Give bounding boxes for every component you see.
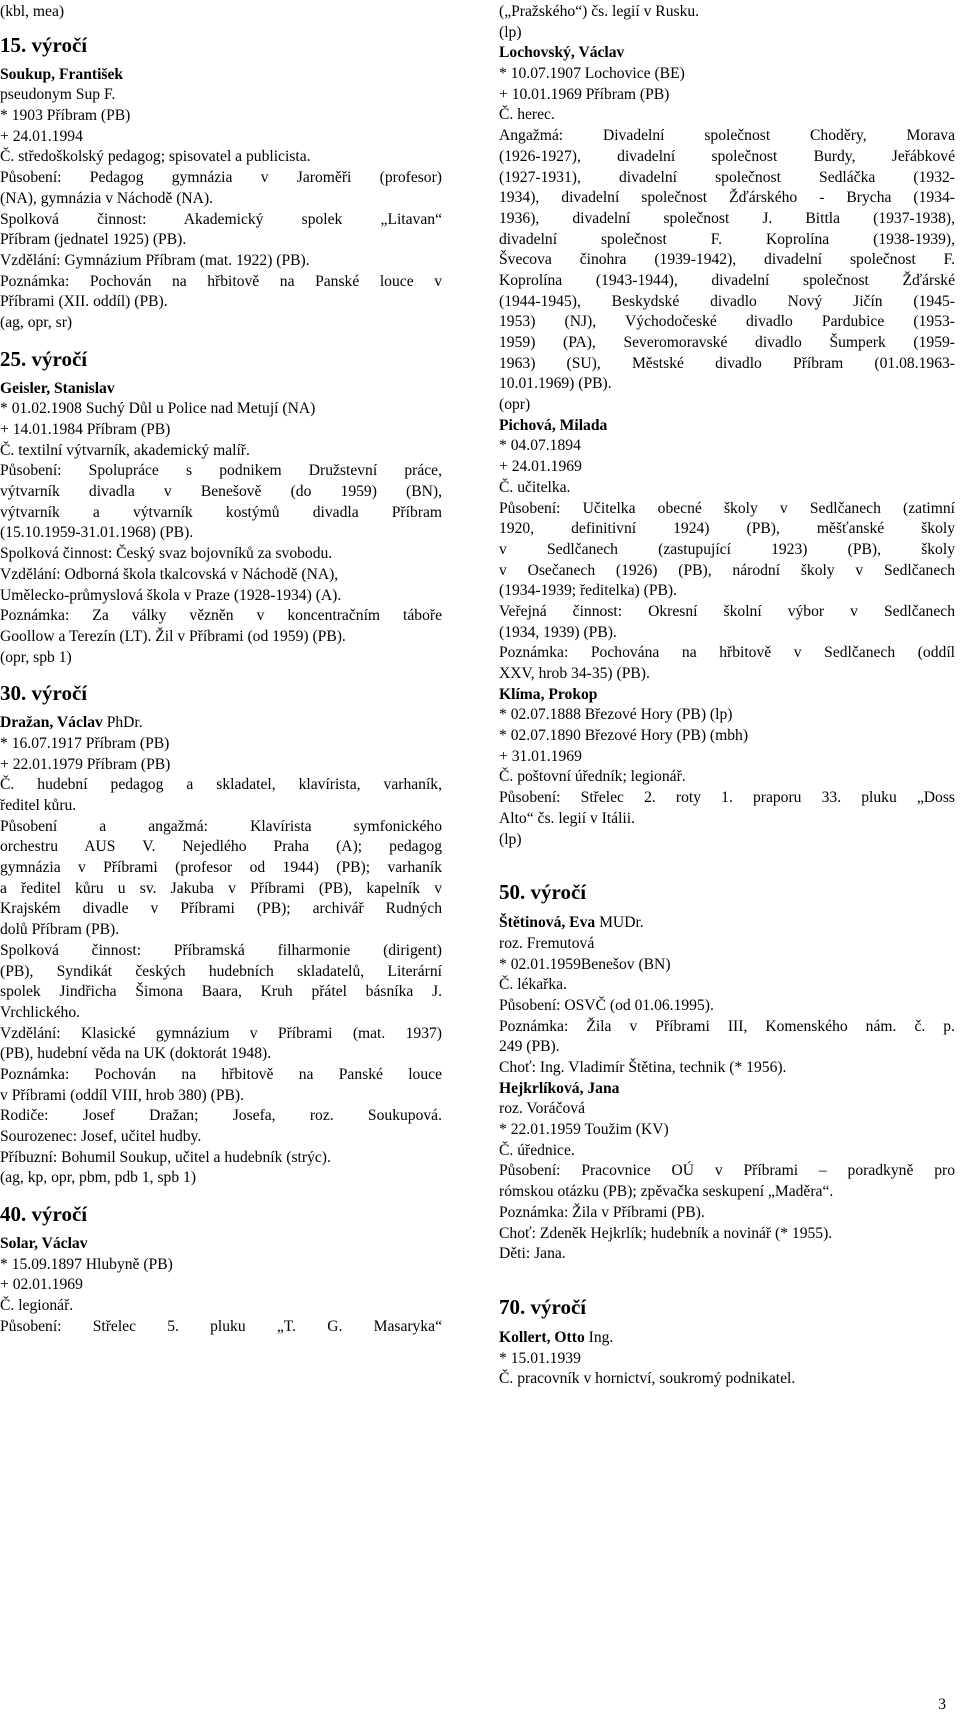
text-line: Poznámka: Žila v Příbrami (PB). <box>499 1203 705 1221</box>
text-line: v Sedlčanech (zastupující 1923) (PB), školy <box>499 540 955 558</box>
text-line: 1963) (SU), Městské divadlo Příbram (01.08.1963- <box>499 354 955 372</box>
text-line: gymnázia v Příbrami (profesor od 1944) (PB); varhaník <box>0 859 442 877</box>
text-line: * 02.07.1888 Březové Hory (PB) (lp) <box>499 706 733 724</box>
text-line: Působení: OSVČ (od 01.06.1995). <box>499 996 714 1014</box>
text-line: Krajském divadle v Příbrami (PB); archivář Rudných <box>0 900 442 918</box>
person-name: Geisler, Stanislav <box>0 379 115 397</box>
text-line: 1920, definitivní 1924) (PB), měšťanské školy <box>499 520 955 538</box>
person-name: Soukup, František <box>0 65 124 83</box>
text-line: (opr, spb 1) <box>0 648 72 666</box>
person-title: PhDr. <box>102 714 143 732</box>
text-line: Působení a angažmá: Klavírista symfonického <box>0 817 442 835</box>
text-line: * 02.01.1959Benešov (BN) <box>499 955 671 973</box>
text-line: Umělecko-průmyslová škola v Praze (1928-1934) (A). <box>0 586 342 604</box>
text-line: Goollow a Terezín (LT). Žil v Příbrami (od 1959) (PB). <box>0 627 346 645</box>
text-line: divadelní společnost F. Koprolína (1938-1939), <box>499 230 955 248</box>
text-line: (1927-1931), divadelní společnost Sedláčka (1932- <box>499 168 955 186</box>
text-line: Vzdělání: Klasické gymnázium v Příbrami (mat. 1937) <box>0 1024 442 1042</box>
text-line: Vzdělání: Gymnázium Příbram (mat. 1922) (PB). <box>0 251 310 269</box>
text-line: (lp) <box>499 830 522 848</box>
text-line: + 22.01.1979 Příbram (PB) <box>0 755 171 773</box>
text-line: (15.10.1959-31.01.1968) (PB). <box>0 524 194 542</box>
text-line: + 31.01.1969 <box>499 747 582 765</box>
text-line: * 15.01.1939 <box>499 1349 581 1367</box>
text-line: Č. pracovník v hornictví, soukromý podnikatel. <box>499 1370 796 1388</box>
anniversary-heading: 70. výročí <box>499 1294 587 1319</box>
text-line: Č. učitelka. <box>499 478 571 496</box>
text-line: Poznámka: Pochován na hřbitově na Panské louce v <box>0 272 442 290</box>
person-name: Klíma, Prokop <box>499 685 598 703</box>
person-name-main: Kollert, Otto <box>499 1328 585 1346</box>
right-column <box>499 2 955 1390</box>
anniversary-heading: 40. výročí <box>0 1202 88 1227</box>
text-line: Č. herec. <box>499 106 555 124</box>
text-line: Příbuzní: Bohumil Soukup, učitel a hudebník (strýc). <box>0 1148 331 1166</box>
text-line: Spolková činnost: Příbramská filharmonie (dirigent) <box>0 941 442 959</box>
text-line: ředitel kůru. <box>0 797 77 814</box>
text-line: 1934), divadelní společnost Žďárského - Brycha (1934- <box>499 189 955 207</box>
text-line: + 10.01.1969 Příbram (PB) <box>499 85 670 103</box>
text-line: + 14.01.1984 Příbram (PB) <box>0 421 171 438</box>
anniversary-heading: 15. výročí <box>0 32 88 57</box>
text-line: (lp) <box>499 23 522 41</box>
text-line: (1934-1939; ředitelka) (PB). <box>499 582 677 600</box>
person-name-main: Štětinová, Eva <box>499 914 596 932</box>
text-line: + 02.01.1969 <box>0 1276 83 1294</box>
text-line: Č. poštovní úředník; legionář. <box>499 768 686 786</box>
text-line: 249 (PB). <box>499 1038 560 1056</box>
anniversary-heading: 30. výročí <box>0 681 88 706</box>
text-line: Spolková činnost: Akademický spolek „Litavan“ <box>0 210 442 228</box>
text-line: rómskou otázku (PB); zpěvačka seskupení „Maděra“. <box>499 1183 834 1201</box>
text-line: Příbrami (XII. oddíl) (PB). <box>0 293 168 311</box>
text-line: (ag, kp, opr, pbm, pdb 1, spb 1) <box>0 1169 197 1187</box>
text-line: (ag, opr, sr) <box>0 313 73 331</box>
text-line: pseudonym Sup F. <box>0 86 116 104</box>
person-name-main: Dražan, Václav <box>0 714 103 732</box>
text-line: Č. legionář. <box>0 1297 74 1315</box>
person-title: Ing. <box>584 1328 614 1346</box>
text-line: Poznámka: Pochován na hřbitově na Panské louce <box>0 1065 442 1083</box>
text-line: Vzdělání: Odborná škola tkalcovská v Náchodě (NA), <box>0 565 339 583</box>
text-line: v Příbrami (oddíl VIII, hrob 380) (PB). <box>0 1086 244 1104</box>
text-line: XXV, hrob 34-35) (PB). <box>499 665 650 682</box>
text-line: Č. hudební pedagog a skladatel, klavírista, varhaník, <box>0 776 442 794</box>
person-name <box>499 1328 955 1349</box>
text-line: roz. Fremutová <box>499 934 595 952</box>
text-line: (opr) <box>499 396 531 414</box>
text-line: Choť: Ing. Vladimír Štětina, technik (* 1956). <box>499 1059 787 1076</box>
left-column <box>0 2 442 1338</box>
text-line: (1944-1945), Beskydské divadlo Nový Jičín (1945- <box>499 292 955 310</box>
text-line: spolek Jindřicha Šimona Baara, Kruh přátel básníka J. <box>0 983 442 1001</box>
text-line: a ředitel kůru u sv. Jakuba v Příbrami (PB), kapelník v <box>0 879 442 897</box>
anniversary-heading: 25. výročí <box>0 346 88 371</box>
person-name: Hejkrlíková, Jana <box>499 1079 620 1097</box>
person-name: Pichová, Milada <box>499 416 608 434</box>
text-line: Působení: Pracovnice OÚ v Příbrami – poradkyně pro <box>499 1162 955 1180</box>
text-line: (1926-1927), divadelní společnost Burdy, Jeřábkové <box>499 147 955 165</box>
text-line: Č. úřednice. <box>499 1141 575 1159</box>
text-line: Sourozenec: Josef, učitel hudby. <box>0 1128 202 1145</box>
text-line: * 16.07.1917 Příbram (PB) <box>0 734 170 752</box>
text-line: (NA), gymnázia v Náchodě (NA). <box>0 189 214 207</box>
page-number: 3 <box>938 1696 946 1714</box>
text-line: Č. lékařka. <box>499 976 567 994</box>
text-line: * 15.09.1897 Hlubyně (PB) <box>0 1255 173 1273</box>
text-line: Choť: Zdeněk Hejkrlík; hudebník a novinář (* 1955). <box>499 1224 833 1242</box>
text-line: Působení: Střelec 2. roty 1. praporu 33. pluku „Doss <box>499 789 955 807</box>
text-line: 1953) (NJ), Východočeské divadlo Pardubice (1953- <box>499 313 955 331</box>
text-line: v Osečanech (1926) (PB), národní školy v Sedlčanech <box>499 561 955 579</box>
text-line: * 1903 Příbram (PB) <box>0 107 131 125</box>
text-line: Působení: Učitelka obecné školy v Sedlčanech (zatimní <box>499 499 955 517</box>
text-line: Č. středoškolský pedagog; spisovatel a publicista. <box>0 148 311 166</box>
text-line: 10.01.1969) (PB). <box>499 375 612 393</box>
text-line: (1934, 1939) (PB). <box>499 623 617 641</box>
text-line: 1936), divadelní společnost J. Bittla (1937-1938), <box>499 209 955 227</box>
text-line: 1959) (PA), Severomoravské divadlo Šumperk (1959- <box>499 334 955 351</box>
text-line: Poznámka: Za války vězněn v koncentračním táboře <box>0 607 442 625</box>
text-line: Č. textilní výtvarník, akademický malíř. <box>0 441 250 459</box>
text-line: (PB), Syndikát českých hudebních skladatelů, Literární <box>0 962 442 980</box>
text-line: Poznámka: Pochována na hřbitově v Sedlčanech (oddíl <box>499 644 955 662</box>
text-line: Alto“ čs. legií v Itálii. <box>499 809 635 827</box>
text-line: Působení: Střelec 5. pluku „T. G. Masaryka“ <box>0 1317 442 1335</box>
text-line: roz. Voráčová <box>499 1100 586 1118</box>
text-line: * 02.07.1890 Březové Hory (PB) (mbh) <box>499 727 749 745</box>
text-line: Děti: Jana. <box>499 1245 566 1263</box>
anniversary-heading: 50. výročí <box>499 880 587 905</box>
text-line: Příbram (jednatel 1925) (PB). <box>0 231 187 249</box>
person-name <box>499 913 955 934</box>
text-line: (kbl, mea) <box>0 3 65 20</box>
text-line: orchestru AUS V. Nejedlého Praha (A); pedagog <box>0 838 442 856</box>
text-line: Rodiče: Josef Dražan; Josefa, roz. Soukupová. <box>0 1107 442 1125</box>
text-line: (PB), hudební věda na UK (doktorát 1948). <box>0 1045 272 1063</box>
text-line: Spolková činnost: Český svaz bojovníků za svobodu. <box>0 545 333 563</box>
text-line: Působení: Spolupráce s podnikem Družstevní práce, <box>0 462 442 480</box>
person-name: Solar, Václav <box>0 1235 88 1253</box>
text-line: * 22.01.1959 Toužim (KV) <box>499 1121 669 1139</box>
text-line: Angažmá: Divadelní společnost Choděry, Morava <box>499 127 955 145</box>
person-name: Lochovský, Václav <box>499 44 625 62</box>
person-title: MUDr. <box>595 914 644 932</box>
text-line: * 01.02.1908 Suchý Důl u Police nad Metují (NA) <box>0 400 316 418</box>
text-line: dolů Příbram (PB). <box>0 921 120 939</box>
person-name <box>0 713 442 734</box>
text-line: + 24.01.1994 <box>0 127 83 145</box>
text-line: * 10.07.1907 Lochovice (BE) <box>499 65 685 83</box>
text-line: Veřejná činnost: Okresní školní výbor v Sedlčanech <box>499 602 955 620</box>
text-line: Poznámka: Žila v Příbrami III, Komenského nám. č. p. <box>499 1017 955 1035</box>
text-line: Koprolína (1943-1944), divadelní společnost Žďárské <box>499 271 955 289</box>
text-line: + 24.01.1969 <box>499 458 582 476</box>
text-line: Působení: Pedagog gymnázia v Jaroměři (profesor) <box>0 169 442 187</box>
text-line: Švecova činohra (1939-1942), divadelní společnost F. <box>499 251 955 269</box>
text-line: * 04.07.1894 <box>499 437 581 455</box>
text-line: („Pražského“) čs. legií v Rusku. <box>499 3 700 20</box>
text-line: výtvarník divadla v Benešově (do 1959) (BN), <box>0 483 442 501</box>
text-line: výtvarník a výtvarník kostýmů divadla Příbram <box>0 503 442 521</box>
text-line: Vrchlického. <box>0 1003 81 1021</box>
